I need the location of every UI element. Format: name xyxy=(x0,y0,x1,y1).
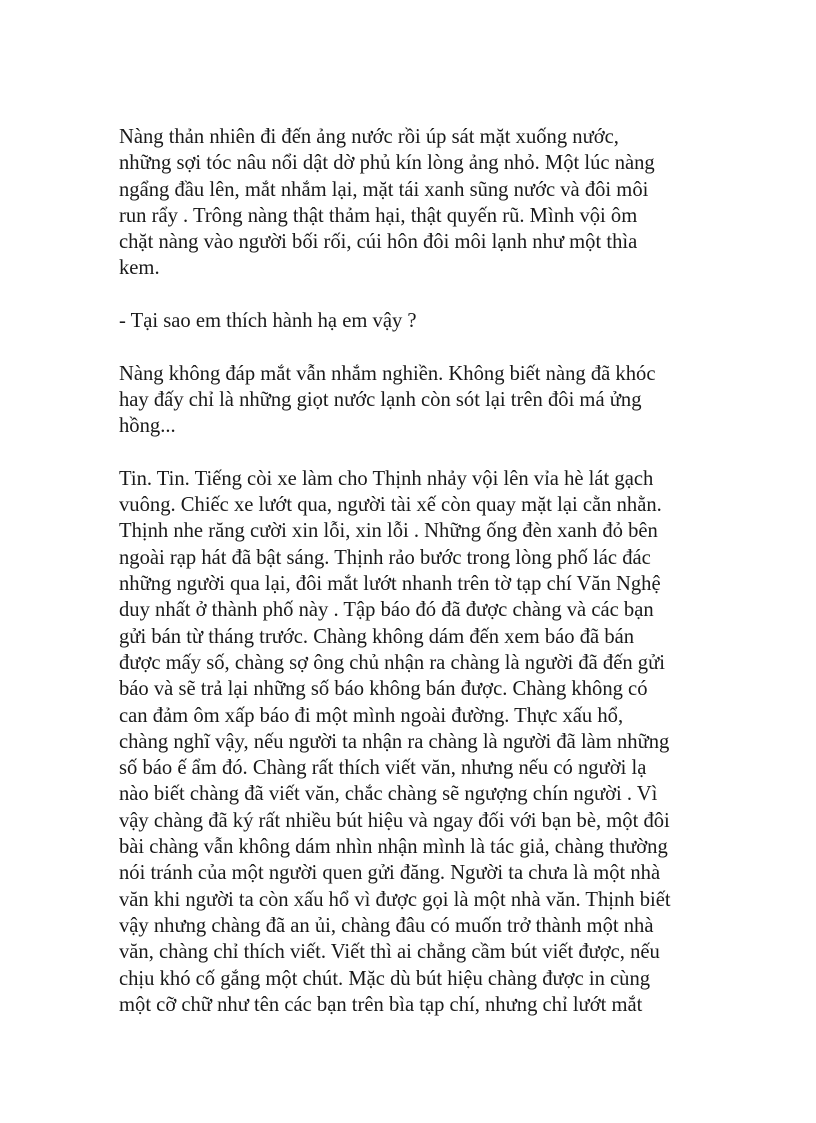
paragraph-3 xyxy=(119,361,699,440)
text-line: văn khi người ta còn xấu hổ vì được gọi là một nhà văn. Thịnh biết xyxy=(119,888,671,911)
text-line: báo và sẽ trả lại những số báo không bán được. Chàng không có xyxy=(119,678,648,701)
text-line: Thịnh nhe răng cười xin lỗi, xin lỗi . Những ống đèn xanh đỏ bên xyxy=(119,520,658,543)
text-line: văn, chàng chỉ thích viết. Viết thì ai chẳng cầm bút viết được, nếu xyxy=(119,941,660,964)
text-line: Nàng thản nhiên đi đến ảng nước rồi úp sát mặt xuống nước, xyxy=(119,126,619,148)
text-line: nói tránh của một người quen gửi đăng. Người ta chưa là một nhà xyxy=(119,862,661,885)
text-line: vậy nhưng chàng đã an ủi, chàng đâu có muốn trở thành một nhà xyxy=(119,914,654,937)
text-line: vậy chàng đã ký rất nhiều bút hiệu và ngay đối với bạn bè, một đôi xyxy=(119,809,670,832)
text-line: chàng nghĩ vậy, nếu người ta nhận ra chàng là người đã làm những xyxy=(119,730,670,753)
text-line: nào biết chàng đã viết văn, chắc chàng sẽ ngượng chín người . Vì xyxy=(119,783,658,806)
paragraph-gap xyxy=(119,440,699,466)
text-line: chặt nàng vào người bối rối, cúi hôn đôi môi lạnh như một thìa xyxy=(119,231,638,254)
text-line: run rẩy . Trông nàng thật thảm hại, thật quyến rũ. Mình vội ôm xyxy=(119,204,638,227)
paragraph-gap xyxy=(119,282,699,308)
document-body xyxy=(119,124,699,1018)
paragraph-gap xyxy=(119,334,699,360)
text-line: kem. xyxy=(119,257,160,280)
paragraph-2-dialogue xyxy=(119,308,699,334)
text-line: can đảm ôm xấp báo đi một mình ngoài đường. Thực xấu hổ, xyxy=(119,704,624,727)
text-line: những người qua lại, đôi mắt lướt nhanh trên tờ tạp chí Văn Nghệ xyxy=(119,573,661,596)
text-line: Nàng không đáp mắt vẫn nhắm nghiền. Không biết nàng đã khóc xyxy=(119,362,656,385)
paragraph-1 xyxy=(119,124,699,282)
text-line: hay đấy chỉ là những giọt nước lạnh còn sót lại trên đôi má ửng xyxy=(119,388,642,411)
text-line: những sợi tóc nâu nổi dật dờ phủ kín lòng ảng nhỏ. Một lúc nàng xyxy=(119,152,655,175)
text-line: hồng... xyxy=(119,415,176,438)
text-line: ngoài rạp hát đã bật sáng. Thịnh rảo bước trong lòng phố lác đác xyxy=(119,546,651,569)
text-line: ngẩng đầu lên, mắt nhắm lại, mặt tái xanh sũng nước và đôi môi xyxy=(119,178,649,201)
text-line: số báo ế ẩm đó. Chàng rất thích viết văn, nhưng nếu có người lạ xyxy=(119,757,647,780)
text-line: gửi bán từ tháng trước. Chàng không dám đến xem báo đã bán xyxy=(119,625,635,648)
text-line: vuông. Chiếc xe lướt qua, người tài xế còn quay mặt lại cằn nhằn. xyxy=(119,494,662,517)
text-line: - Tại sao em thích hành hạ em vậy ? xyxy=(119,310,417,333)
text-line: chịu khó cố gắng một chút. Mặc dù bút hiệu chàng được in cùng xyxy=(119,967,651,990)
text-line: được mấy số, chàng sợ ông chủ nhận ra chàng là người đã đến gửi xyxy=(119,651,665,674)
text-line: duy nhất ở thành phố này . Tập báo đó đã được chàng và các bạn xyxy=(119,599,654,622)
text-line: bài chàng vẫn không dám nhìn nhận mình là tác giả, chàng thường xyxy=(119,836,668,859)
text-line: Tin. Tin. Tiếng còi xe làm cho Thịnh nhảy vội lên vỉa hè lát gạch xyxy=(119,467,654,490)
text-line: một cỡ chữ như tên các bạn trên bìa tạp chí, nhưng chỉ lướt mắt xyxy=(119,993,643,1016)
paragraph-4 xyxy=(119,466,699,1018)
